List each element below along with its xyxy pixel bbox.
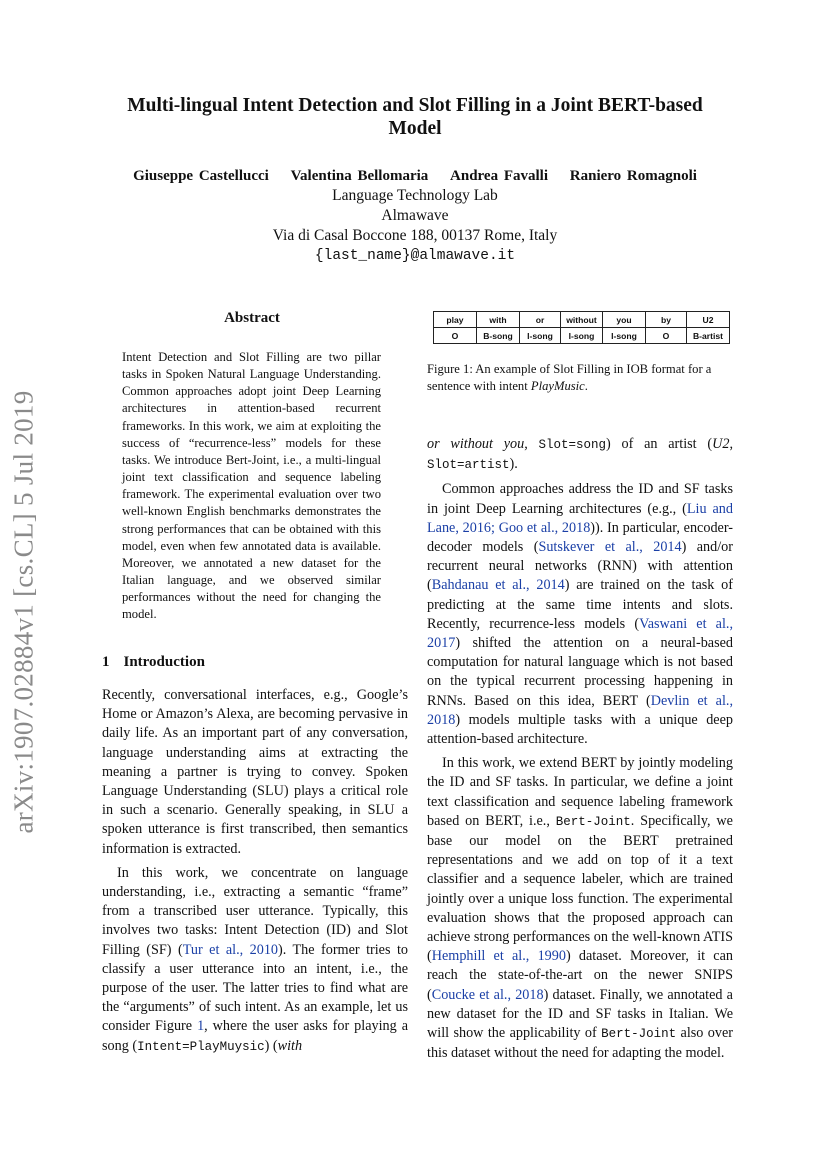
citation-link[interactable]: Sutskever et al., 2014 bbox=[538, 539, 682, 556]
token-cell: U2 bbox=[687, 312, 730, 328]
inline-code: Slot=song bbox=[538, 438, 607, 452]
abstract-text: Intent Detection and Slot Filling are two pillar tasks in Spoken Natural Language Understanding. Common approaches adopt joint Deep Learning architectures in attention-based recurrent frameworks. In this work, we aim at exploiting the success of “recurrence-less” models for these tasks. We introduce Bert-Joint, i.e., a multi-lingual joint text classification and sequence labeling framework. The experimental evaluation over two well-known English benchmarks demonstrates the strong performances that can be obtained with this model, even when few annotated data is available. Moreover, we annotated a new dataset for the Italian language, and we observed similar performances without the need for changing the model. bbox=[122, 350, 381, 622]
token-cell: or bbox=[520, 312, 561, 328]
token-cell: you bbox=[603, 312, 646, 328]
affiliation-lab: Language Technology Lab bbox=[332, 187, 498, 204]
tag-row bbox=[434, 328, 730, 344]
token-row bbox=[434, 312, 730, 328]
citation-link[interactable]: Devlin et al., 2018 bbox=[427, 692, 733, 728]
figure-ref-link[interactable]: 1 bbox=[197, 1018, 205, 1035]
citation-link[interactable]: Coucke et al., 2018 bbox=[431, 986, 544, 1003]
inline-code: Slot=artist bbox=[427, 458, 510, 473]
tag-cell: I-song bbox=[561, 328, 603, 344]
author-name: Andrea Favalli bbox=[450, 168, 549, 184]
token-cell: without bbox=[561, 312, 603, 328]
author-name: Valentina Bellomaria bbox=[290, 168, 429, 184]
figure-1-iob-table bbox=[433, 311, 730, 344]
figure-1-caption: Figure 1: An example of Slot Filling in IOB format for a sentence with intent PlayMusic. bbox=[427, 362, 712, 393]
intro-paragraph-2: In this work, we concentrate on language understanding, i.e., extracting a semantic “frame” from a transcribed user utterance. Typically, this involves two tasks: Intent Detection (ID) and Slot Filling (SF) (Tur et al., 2010). The former tries to classify a user utterance into an intent, i.e., the purpose of the user. The latter tries to find what are the “arguments” of such intent. As an example, let us consider Figure 1, where the user asks for playing a song (Intent=PlayMuysic) (with bbox=[102, 864, 408, 1054]
author-list bbox=[60, 168, 770, 185]
intro-paragraph-1: Recently, conversational interfaces, e.g., Google’s Home or Amazon’s Alexa, are becoming pervasive in daily life. As an important part of any conversation, language understanding aims at extracting the meaning a partner is trying to convey. Spoken Language Understanding (SLU) plays a critical role in such a scenario. Generally speaking, in SLU a spoken utterance is first transcribed, then semantics information is extracted. bbox=[102, 687, 408, 857]
citation-link[interactable]: Vaswani et al., 2017 bbox=[427, 615, 733, 652]
citation-link[interactable]: Tur et al., 2010 bbox=[182, 941, 279, 958]
tag-cell: O bbox=[646, 328, 687, 344]
related-work-paragraph: Common approaches address the ID and SF tasks in joint Deep Learning architectures (e.g., (Liu and Lane, 2016; Goo et al., 2018)). In particular, encoder-decoder models (Sutskever et al., 2014) and/or recurrent neural networks (RNN) with attention (Bahdanau et al., 2014) are trained on the task of predicting at the same time intents and slots. Recently, recurrence-less models (Vaswani et al., 2017) shifted the attention on a neural-based computation for natural language which is not based on the typical recurrent processing happening in RNNs. Based on this idea, BERT (Devlin et al., 2018) models multiple tasks with a unique deep attention-based architecture. bbox=[427, 481, 733, 748]
tag-cell: B-artist bbox=[687, 328, 730, 344]
affiliation-address: Via di Casal Boccone 188, 00137 Rome, Italy bbox=[272, 227, 558, 244]
tag-cell: O bbox=[434, 328, 477, 344]
continuation-paragraph: or without you, Slot=song) of an artist (U2, Slot=artist). bbox=[427, 436, 734, 473]
section-number: 1 bbox=[102, 654, 110, 670]
tag-cell: I-song bbox=[603, 328, 646, 344]
affiliation-email: {last_name}@almawave.it bbox=[314, 248, 516, 264]
section-title: Introduction bbox=[123, 654, 205, 670]
author-name: Giuseppe Castellucci bbox=[133, 168, 269, 184]
affiliation-org: Almawave bbox=[381, 207, 449, 224]
citation-link[interactable]: Liu and Lane, 2016; Goo et al., 2018 bbox=[427, 500, 733, 536]
inline-code: Intent=PlayMuysic bbox=[137, 1039, 265, 1054]
tag-cell: B-song bbox=[477, 328, 520, 344]
abstract-heading: Abstract bbox=[224, 310, 280, 326]
section-heading-introduction bbox=[102, 654, 205, 671]
right-column-body bbox=[427, 435, 733, 1064]
inline-code: Bert-Joint bbox=[601, 1027, 677, 1042]
paper-title: Multi-lingual Intent Detection and Slot Filling in a Joint BERT-based Model bbox=[127, 95, 703, 139]
inline-code: Bert-Joint bbox=[555, 814, 631, 829]
author-name: Raniero Romagnoli bbox=[569, 168, 697, 184]
citation-link[interactable]: Bahdanau et al., 2014 bbox=[431, 577, 565, 594]
arxiv-sidebar bbox=[4, 382, 44, 842]
token-cell: with bbox=[477, 312, 520, 328]
contribution-paragraph: In this work, we extend BERT by jointly modeling the ID and SF tasks. In particular, we define a joint text classification and sequence labeling framework based on BERT, i.e., Bert-Joint. Specifically, we base our model on the BERT pretrained representations and we add on top of it a text classifier and a sequence labeler, which are trained jointly over a unique loss function. The experimental evaluation shows that the proposed approach can achieve strong performances on the well-known ATIS (Hemphill et al., 1990) dataset. Moreover, it can reach the state-of-the-art on the newer SNIPS (Coucke et al., 2018) dataset. Finally, we annotated a new dataset for the ID and SF tasks in Italian. We will show the applicability of Bert-Joint also over this dataset without the need for adapting the model. bbox=[427, 755, 733, 1062]
token-cell: by bbox=[646, 312, 687, 328]
citation-link[interactable]: Hemphill et al., 1990 bbox=[431, 948, 566, 965]
left-column-body bbox=[102, 686, 408, 1057]
token-cell: play bbox=[434, 312, 477, 328]
arxiv-identifier: arXiv:1907.02884v1 [cs.CL] 5 Jul 2019 bbox=[8, 390, 39, 834]
tag-cell: I-song bbox=[520, 328, 561, 344]
